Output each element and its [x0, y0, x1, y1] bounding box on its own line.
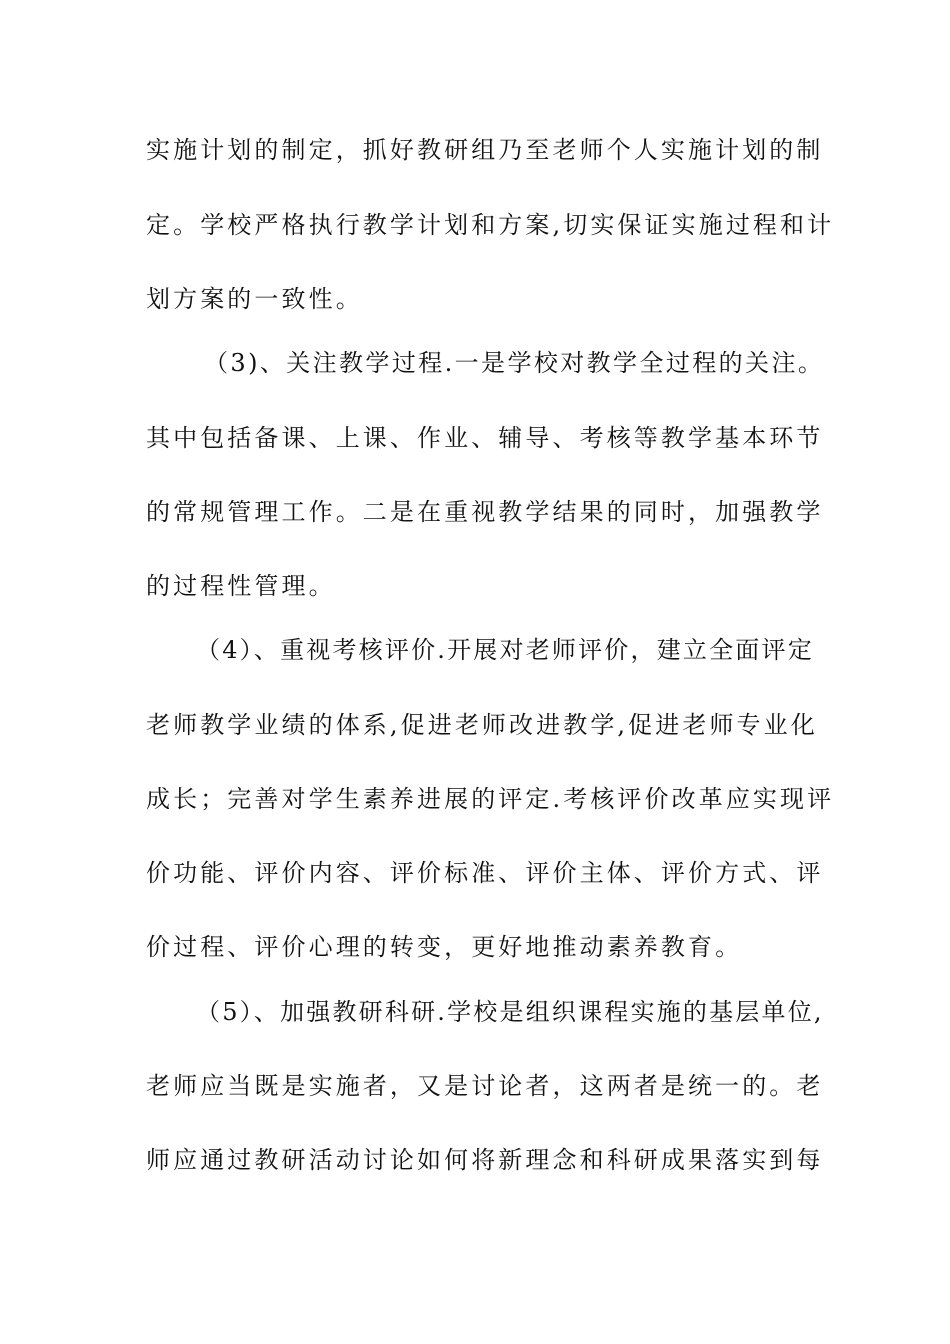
text-line: 老师教学业绩的体系,促进老师改进教学,促进老师专业化 [146, 711, 818, 739]
paragraph-heading-4: （4）、重视考核评价.开展对老师评价，建立全面评定 [196, 636, 814, 664]
text-line: 师应通过教研活动讨论如何将新理念和科研成果落实到每 [146, 1146, 824, 1174]
text-line: 的常规管理工作。二是在重视教学结果的同时，加强教学 [146, 498, 824, 526]
text-line: 其中包括备课、上课、作业、辅导、考核等教学基本环节 [146, 424, 824, 452]
paragraph-heading-5: （5）、加强教研科研.学校是组织课程实施的基层单位, [196, 998, 824, 1026]
text-line: 划方案的一致性。 [146, 285, 363, 313]
text-line: 的过程性管理。 [146, 572, 336, 600]
text-line: 价功能、评价内容、评价标准、评价主体、评价方式、评 [146, 859, 824, 887]
paragraph-heading-3: （3)、关注教学过程.一是学校对教学全过程的关注。 [204, 349, 825, 377]
text-line: 价过程、评价心理的转变，更好地推动素养教育。 [146, 933, 743, 961]
text-line: 老师应当既是实施者，又是讨论者，这两者是统一的。老 [146, 1072, 824, 1100]
text-line: 成长；完善对学生素养进展的评定.考核评价改革应实现评 [146, 785, 835, 813]
text-line: 实施计划的制定，抓好教研组乃至老师个人实施计划的制 [146, 136, 824, 164]
text-line: 定。学校严格执行教学计划和方案,切实保证实施过程和计 [146, 211, 835, 239]
